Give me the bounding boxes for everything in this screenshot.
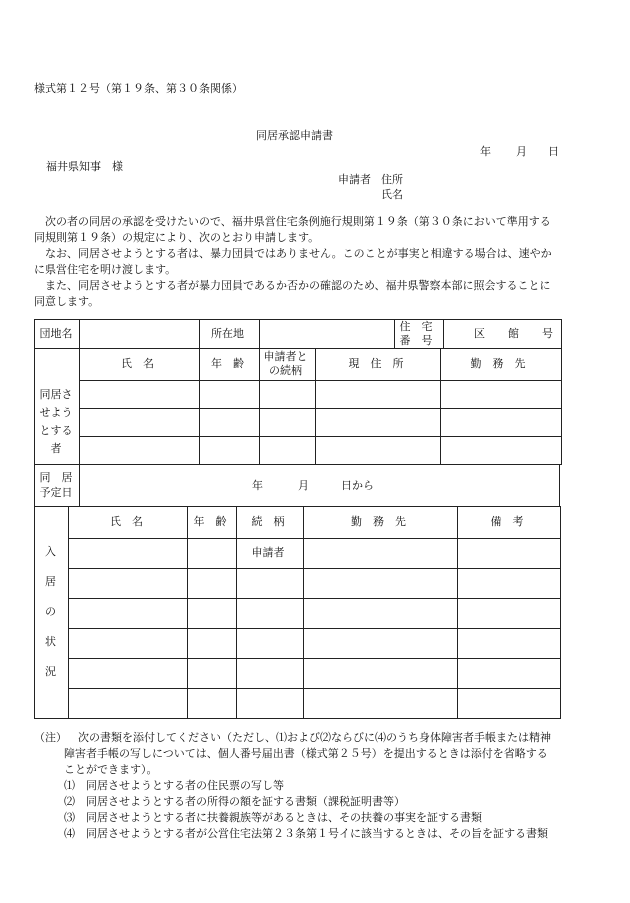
planned-date-label (34, 464, 78, 506)
side-char-5: 況 (45, 665, 56, 678)
date-month: 月 (516, 145, 527, 158)
planned-day-from: 日から (341, 479, 374, 492)
resident-age-header: 年 齢 (193, 515, 227, 528)
ku-label: 区 (474, 327, 485, 340)
notes-intro-line1: 次の書類を添付してください（ただし、⑴および⑵ならびに⑷のうち身体障害者手帳または精神 (78, 731, 551, 744)
planned-label-line2: 予定日 (39, 486, 73, 499)
addressee: 福井県知事 様 (46, 160, 123, 173)
notes-intro-line2: 障害者手帳の写しについては、個人番号届出書（様式第２５号）を提出するときは添付を省略する (64, 747, 548, 760)
cohabitant-address-header: 現 住 所 (348, 357, 404, 370)
notes-item-1: ⑴ 同居させようとする者の住民票の写し等 (64, 779, 284, 792)
side-char-3: の (45, 605, 56, 618)
side-char-4: 状 (45, 635, 56, 648)
resident-relation-header: 続 柄 (251, 515, 285, 528)
danchi-label: 団地名 (39, 326, 73, 340)
residence-status-side-label (34, 506, 67, 718)
planned-date-table (34, 464, 560, 507)
go-label: 号 (542, 327, 553, 340)
notes-item-3: ⑶ 同居させようとする者に扶養親族等があるときは、その扶養の事実を証する書類 (64, 811, 482, 824)
relation-line1: 申請者と (263, 350, 308, 363)
notes-intro-line3: ことができます）。 (64, 763, 158, 776)
row-label-2: せよう (39, 406, 73, 419)
planned-label-line1: 同 居 (39, 471, 73, 484)
notes-item-2: ⑵ 同居させようとする者の所得の額を証する書類（課税証明書等） (64, 795, 405, 808)
resident-applicant-relation: 申請者 (251, 546, 285, 559)
paragraph-gang-declaration: なお、同居させようとする者は、暴力団員ではありません。このことが事実と相違する場合は、速やかに県営住宅を明け渡します。 (34, 247, 552, 276)
resident-name-header: 氏 名 (110, 515, 143, 528)
notes-label: （注） (34, 731, 67, 744)
row-label-1: 同居さ (39, 388, 73, 401)
side-char-2: 居 (45, 575, 56, 588)
name-label: 氏名 (381, 188, 403, 201)
row-label-4: 者 (50, 442, 62, 455)
side-char-1: 入 (45, 545, 56, 558)
kan-label: 館 (508, 327, 519, 340)
row-label-3: とする (39, 424, 73, 437)
resident-remarks-header: 備 考 (490, 515, 524, 528)
notes-item-4: ⑷ 同居させようとする者が公営住宅法第２３条第１号イに該当するときは、その旨を証する書類 (64, 827, 548, 840)
shozaichi-label: 所在地 (211, 326, 244, 340)
document-title: 同居承認申請書 (256, 129, 333, 142)
planned-year: 年 (252, 479, 263, 492)
planned-month: 月 (298, 479, 309, 492)
jutaku-bango-label (392, 319, 440, 348)
jutaku-line1: 住 宅 (399, 319, 433, 333)
paragraph-police-consent: また、同居させようとする者が暴力団員であるか否かの確認のため、福井県警察本部に照会することに同意します。 (34, 279, 551, 308)
cohabitant-row-label (34, 380, 78, 464)
form-number: 様式第１２号（第１９条、第３０条関係） (34, 82, 243, 95)
cohabitant-name-header: 氏 名 (121, 357, 154, 370)
applicant-label: 申請者 (338, 173, 371, 186)
address-label: 住所 (381, 173, 403, 186)
jutaku-line2: 番 号 (399, 333, 433, 347)
date-year: 年 (480, 145, 491, 158)
relation-line2: の続柄 (269, 364, 302, 377)
paragraph-request: 次の者の同居の承認を受けたいので、福井県営住宅条例施行規則第１９条（第３０条において準用する同規則第１９条）の規定により、次のとおり申請します。 (34, 215, 551, 244)
cohabitant-relation-header (258, 348, 313, 380)
cohabitant-workplace-header: 勤 務 先 (470, 357, 526, 370)
resident-workplace-header: 勤 務 先 (351, 515, 406, 528)
date-day: 日 (548, 145, 559, 158)
cohabitant-age-header: 年 齢 (211, 357, 244, 370)
